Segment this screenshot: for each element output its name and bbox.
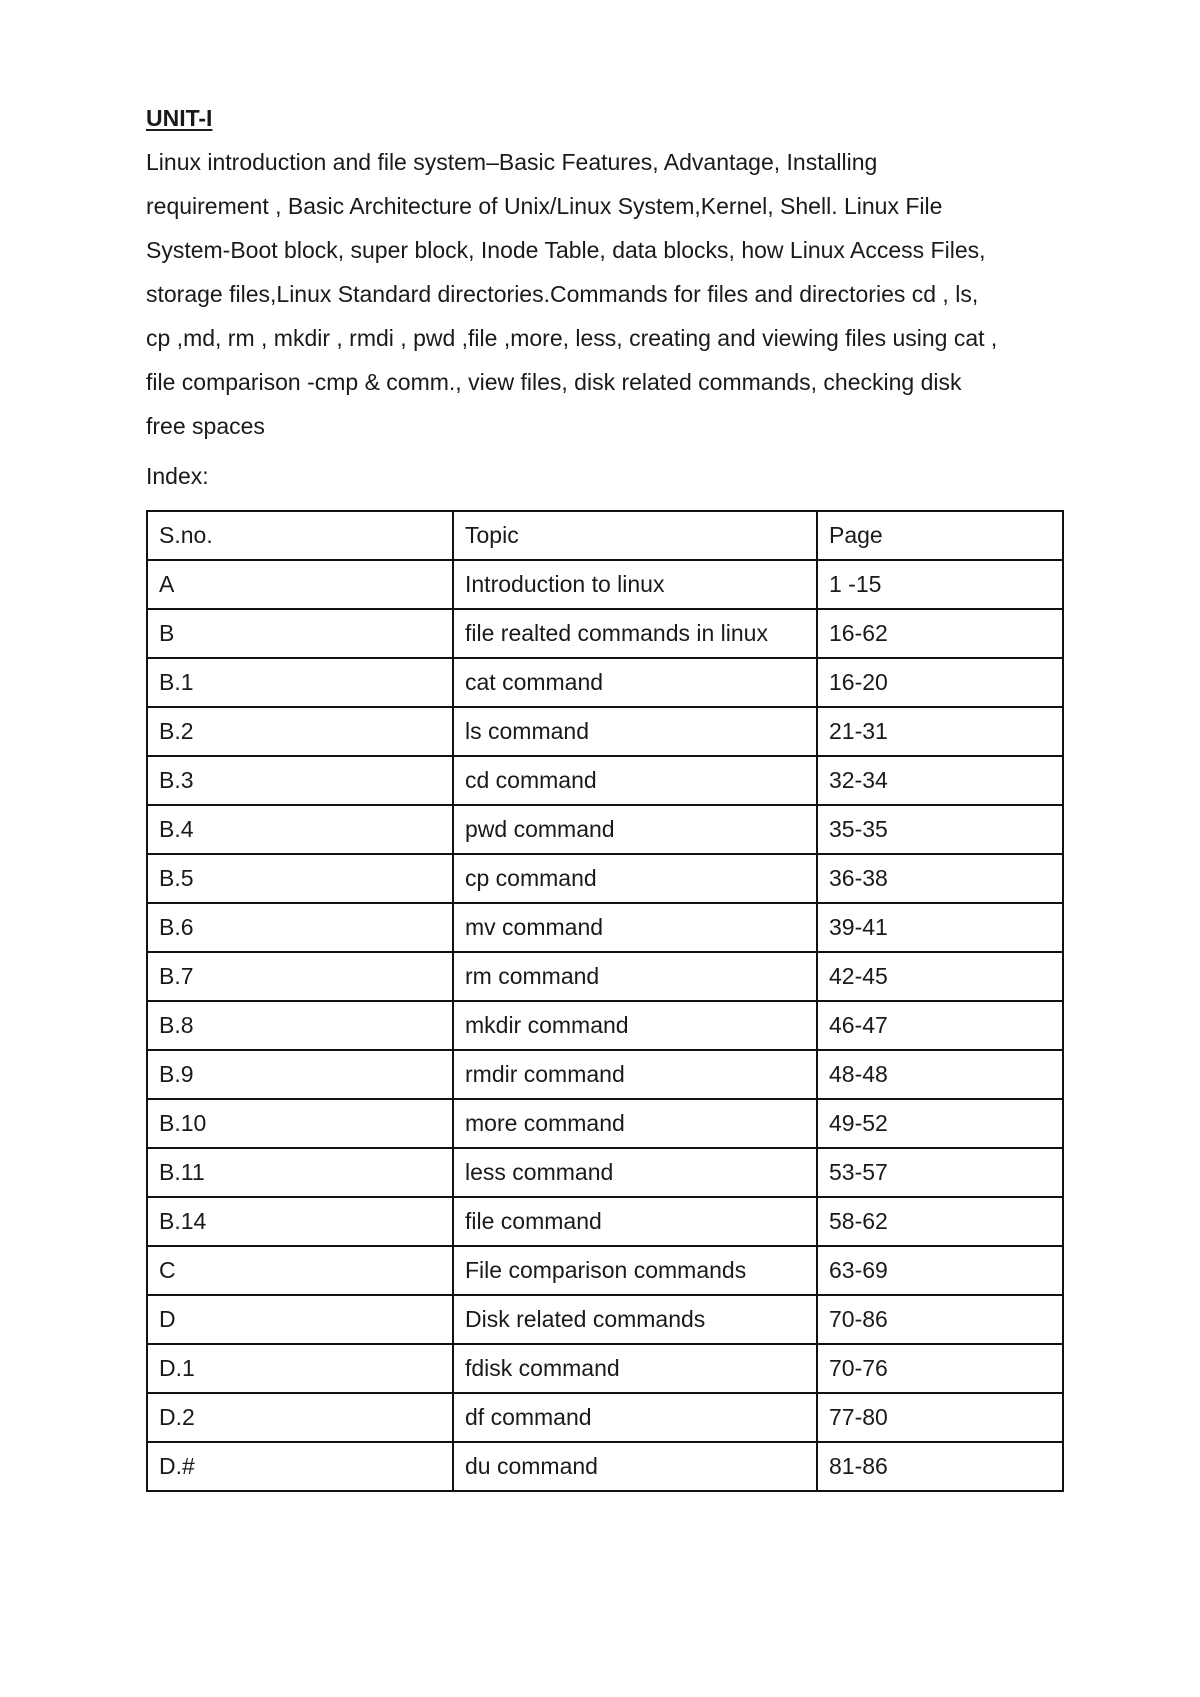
table-row <box>147 756 1063 805</box>
cell-sno: B.10 <box>147 1099 453 1148</box>
cell-page: 53-57 <box>817 1148 1063 1197</box>
cell-topic: mv command <box>453 903 817 952</box>
cell-sno: B.8 <box>147 1001 453 1050</box>
table-row <box>147 854 1063 903</box>
cell-page: 1 -15 <box>817 560 1063 609</box>
description-line: free spaces <box>146 413 265 439</box>
cell-sno: B.1 <box>147 658 453 707</box>
cell-topic: pwd command <box>453 805 817 854</box>
cell-topic: file realted commands in linux <box>453 609 817 658</box>
description-line: Linux introduction and file system–Basic Features, Advantage, Installing <box>146 149 878 175</box>
table-row <box>147 1344 1063 1393</box>
table-row <box>147 1246 1063 1295</box>
cell-sno: B.6 <box>147 903 453 952</box>
cell-page: 48-48 <box>817 1050 1063 1099</box>
cell-sno: B.4 <box>147 805 453 854</box>
cell-sno: C <box>147 1246 453 1295</box>
cell-sno: B.5 <box>147 854 453 903</box>
cell-page: 63-69 <box>817 1246 1063 1295</box>
cell-topic: File comparison commands <box>453 1246 817 1295</box>
table-row <box>147 1001 1063 1050</box>
description-line: storage files,Linux Standard directories.Commands for files and directories cd , ls, <box>146 281 979 307</box>
table-row <box>147 1442 1063 1491</box>
cell-topic: more command <box>453 1099 817 1148</box>
index-table <box>146 510 1064 1492</box>
cell-sno: D.1 <box>147 1344 453 1393</box>
cell-topic: Disk related commands <box>453 1295 817 1344</box>
cell-page: 39-41 <box>817 903 1063 952</box>
cell-page: 70-86 <box>817 1295 1063 1344</box>
cell-page: 21-31 <box>817 707 1063 756</box>
cell-page: 35-35 <box>817 805 1063 854</box>
cell-topic: file command <box>453 1197 817 1246</box>
description-line: cp ,md, rm , mkdir , rmdi , pwd ,file ,more, less, creating and viewing files using cat , <box>146 325 998 351</box>
cell-topic: ls command <box>453 707 817 756</box>
cell-topic: less command <box>453 1148 817 1197</box>
cell-topic: cp command <box>453 854 817 903</box>
cell-sno: D.# <box>147 1442 453 1491</box>
cell-page: 36-38 <box>817 854 1063 903</box>
cell-page: 16-20 <box>817 658 1063 707</box>
header-topic: Topic <box>453 511 817 560</box>
cell-page: 58-62 <box>817 1197 1063 1246</box>
cell-sno: B.2 <box>147 707 453 756</box>
cell-topic: rmdir command <box>453 1050 817 1099</box>
table-row <box>147 1393 1063 1442</box>
table-row <box>147 903 1063 952</box>
table-row <box>147 1050 1063 1099</box>
cell-sno: B.7 <box>147 952 453 1001</box>
header-page: Page <box>817 511 1063 560</box>
cell-sno: D <box>147 1295 453 1344</box>
cell-page: 77-80 <box>817 1393 1063 1442</box>
cell-page: 81-86 <box>817 1442 1063 1491</box>
table-row <box>147 1197 1063 1246</box>
table-row <box>147 609 1063 658</box>
table-row <box>147 658 1063 707</box>
document-page <box>146 96 1062 1492</box>
unit-heading: UNIT-I <box>146 105 213 131</box>
table-row <box>147 707 1063 756</box>
cell-page: 16-62 <box>817 609 1063 658</box>
description-line: requirement , Basic Architecture of Unix/Linux System,Kernel, Shell. Linux File <box>146 193 943 219</box>
header-sno: S.no. <box>147 511 453 560</box>
table-row <box>147 560 1063 609</box>
cell-topic: df command <box>453 1393 817 1442</box>
cell-page: 32-34 <box>817 756 1063 805</box>
description-line: System-Boot block, super block, Inode Table, data blocks, how Linux Access Files, <box>146 237 986 263</box>
table-header-row <box>147 511 1063 560</box>
cell-sno: D.2 <box>147 1393 453 1442</box>
description-line: file comparison -cmp & comm., view files, disk related commands, checking disk <box>146 369 962 395</box>
cell-page: 46-47 <box>817 1001 1063 1050</box>
cell-topic: fdisk command <box>453 1344 817 1393</box>
cell-topic: rm command <box>453 952 817 1001</box>
index-label: Index: <box>146 463 209 489</box>
cell-sno: B.11 <box>147 1148 453 1197</box>
cell-topic: du command <box>453 1442 817 1491</box>
cell-sno: B.14 <box>147 1197 453 1246</box>
unit-description <box>146 140 1062 448</box>
cell-page: 42-45 <box>817 952 1063 1001</box>
cell-topic: mkdir command <box>453 1001 817 1050</box>
table-row <box>147 1099 1063 1148</box>
cell-sno: B <box>147 609 453 658</box>
cell-topic: Introduction to linux <box>453 560 817 609</box>
table-row <box>147 952 1063 1001</box>
index-table-body <box>147 511 1063 1491</box>
cell-page: 70-76 <box>817 1344 1063 1393</box>
cell-page: 49-52 <box>817 1099 1063 1148</box>
cell-topic: cd command <box>453 756 817 805</box>
table-row <box>147 1148 1063 1197</box>
table-row <box>147 805 1063 854</box>
cell-sno: A <box>147 560 453 609</box>
table-row <box>147 1295 1063 1344</box>
cell-sno: B.3 <box>147 756 453 805</box>
cell-topic: cat command <box>453 658 817 707</box>
cell-sno: B.9 <box>147 1050 453 1099</box>
